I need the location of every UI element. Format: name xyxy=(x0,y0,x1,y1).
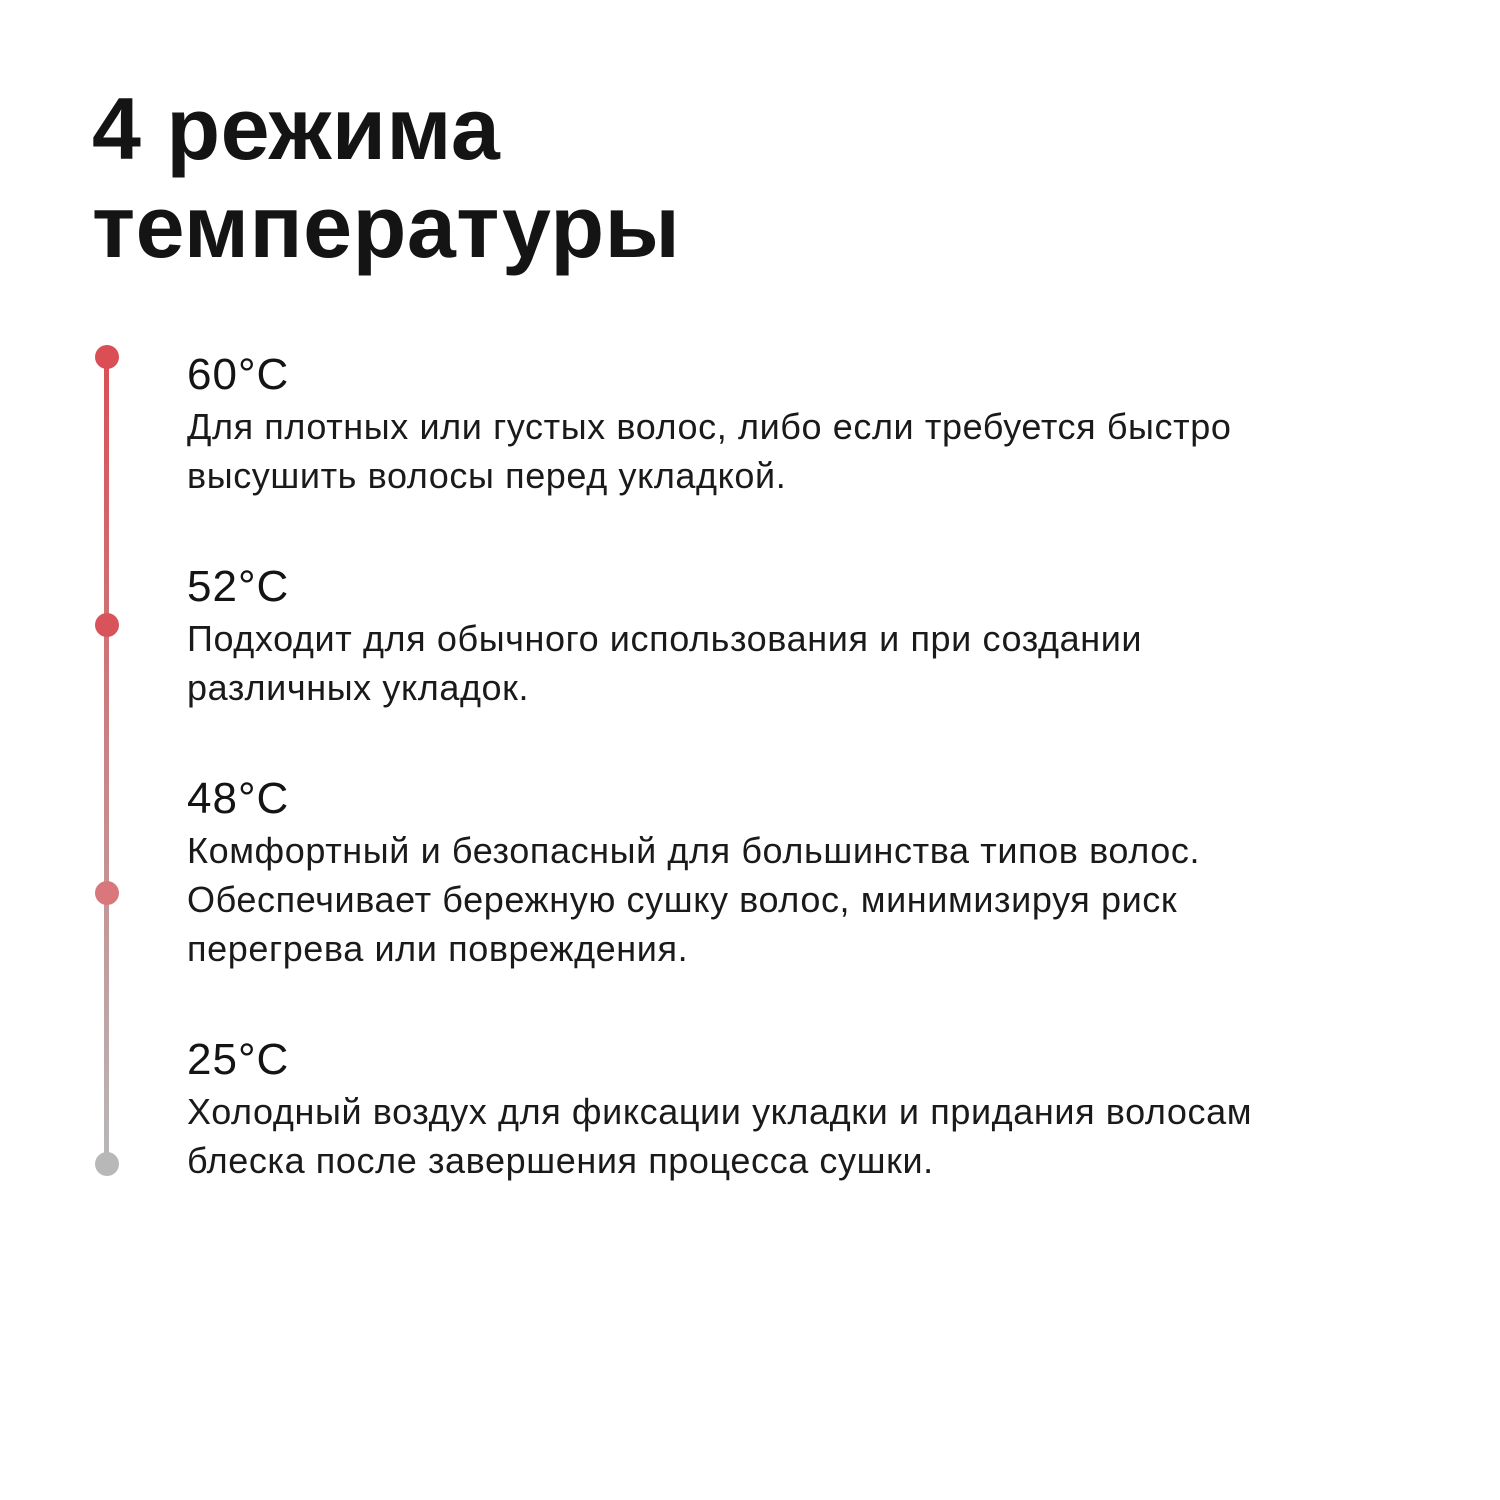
mode-description-line: перегрева или повреждения. xyxy=(187,928,689,969)
timeline-dot-25 xyxy=(95,1152,119,1176)
mode-description-line: Комфортный и безопасный для большинства типов волос. xyxy=(187,830,1201,871)
page-title xyxy=(92,80,680,276)
mode-description xyxy=(187,1087,1427,1185)
mode-description-line: высушить волосы перед укладкой. xyxy=(187,455,787,496)
timeline-dot-48 xyxy=(95,881,119,905)
mode-description xyxy=(187,826,1427,973)
page-title-line-1: 4 режима xyxy=(92,79,501,178)
mode-description-line: блеска после завершения процесса сушки. xyxy=(187,1140,934,1181)
mode-temperature: 52°C xyxy=(187,562,290,611)
mode-description xyxy=(187,402,1427,500)
mode-description-line: Обеспечивает бережную сушку волос, минимизируя риск xyxy=(187,879,1178,920)
mode-description-line: Подходит для обычного использования и при создании xyxy=(187,618,1143,659)
mode-item-25 xyxy=(187,1035,1427,1185)
mode-item-52 xyxy=(187,562,1427,712)
mode-item-48 xyxy=(187,774,1427,973)
mode-description-line: различных укладок. xyxy=(187,667,530,708)
mode-description-line: Для плотных или густых волос, либо если требуется быстро xyxy=(187,406,1232,447)
mode-description xyxy=(187,614,1427,712)
timeline-dot-60 xyxy=(95,345,119,369)
mode-item-60 xyxy=(187,350,1427,500)
page-title-line-2: температуры xyxy=(92,177,681,276)
mode-description-line: Холодный воздух для фиксации укладки и придания волосам xyxy=(187,1091,1253,1132)
timeline-line xyxy=(104,358,109,1164)
mode-temperature: 25°C xyxy=(187,1035,290,1084)
mode-temperature: 60°C xyxy=(187,350,290,399)
mode-temperature: 48°C xyxy=(187,774,290,823)
timeline-dot-52 xyxy=(95,613,119,637)
